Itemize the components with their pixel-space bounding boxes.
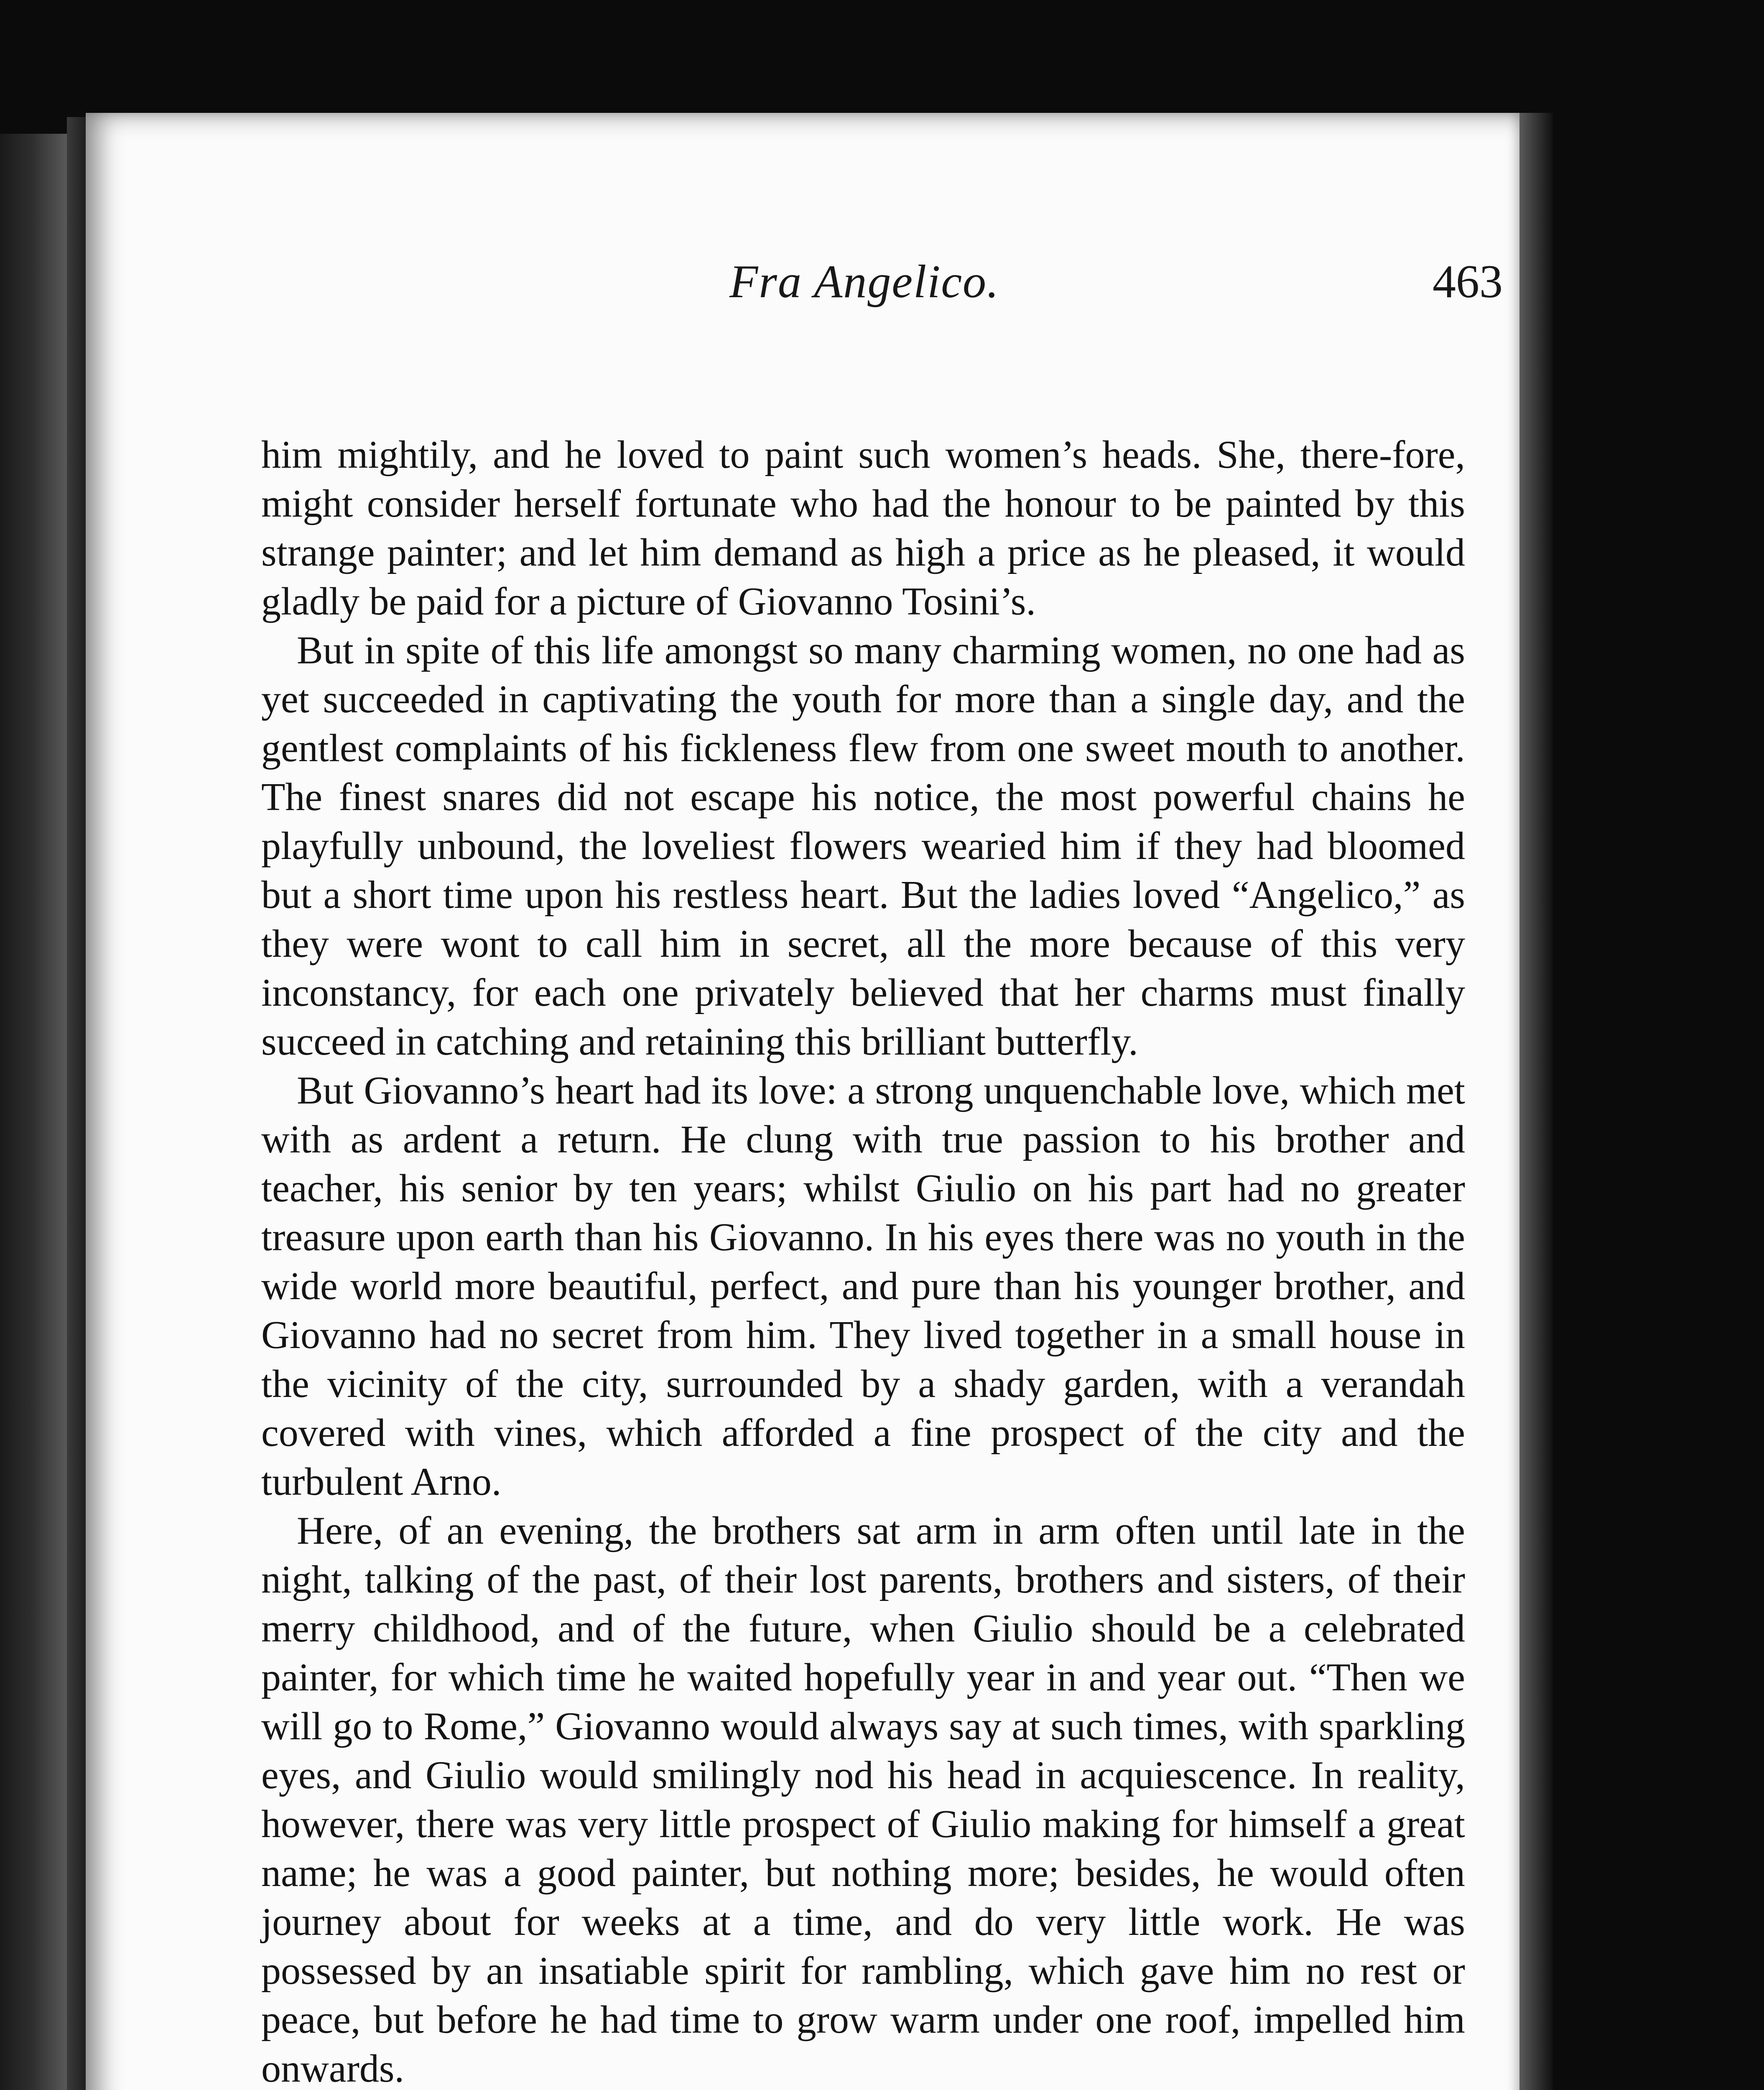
page-number: 463 <box>1433 256 1503 308</box>
running-title: Fra Angelico. <box>729 256 1000 308</box>
book-page <box>86 113 1519 2090</box>
paragraph-4: Here, of an evening, the brothers sat arm in arm often until late in the night, talking of the past, of their lost parents, brothers and sisters, of their merry childhood, and of the future, when Giulio should be a celebrated painter, for which time he waited hopefully year in and year out. “Then we will go to Rome,” Giovanno would always say at such times, with sparkling eyes, and Giulio would smilingly nod his head in acquiescence. In reality, however, there was very little prospect of Giulio making for himself a great name; he was a good painter, but nothing more; besides, he would often journey about for weeks at a time, and do very little work. He was possessed by an insatiable spirit for rambling, which gave him no rest or peace, but before he had time to grow warm under one roof, impelled him onwards. <box>261 1509 1465 2090</box>
paragraph-1: him mightily, and he loved to paint such women’s heads. She, there-fore, might consider herself fortunate who had the honour to be painted by this strange painter; and let him demand as high a price as he pleased, it would gladly be paid for a picture of Giovanno Tosini’s. <box>261 433 1465 623</box>
running-head <box>654 255 1503 347</box>
paragraph-3: But Giovanno’s heart had its love: a strong unquenchable love, which met with as ardent a return. He clung with true passion to his brother and teacher, his senior by ten years; whilst Giulio on his part had no greater treasure upon earth than his Giovanno. In his eyes there was no youth in the wide world more beautiful, perfect, and pure than his younger brother, and Giovanno had no secret from him. They lived together in a small house in the vicinity of the city, surrounded by a shady garden, with a verandah covered with vines, which afforded a fine prospect of the city and the turbulent Arno. <box>261 1069 1465 1504</box>
page-edge-shadow <box>1519 113 1553 2090</box>
body-text <box>261 431 1465 2090</box>
paragraph-2: But in spite of this life amongst so many charming women, no one had as yet succeeded in captivating the youth for more than a single day, and the gentlest complaints of his fickleness flew from one sweet mouth to another. The finest snares did not escape his notice, the most powerful chains he playfully unbound, the loveliest flowers wearied him if they had bloomed but a short time upon his restless heart. But the ladies loved “Angelico,” as they were wont to call him in secret, all the more because of this very inconstancy, for each one privately believed that her charms must finally succeed in catching and retaining this brilliant butterfly. <box>261 629 1465 1063</box>
